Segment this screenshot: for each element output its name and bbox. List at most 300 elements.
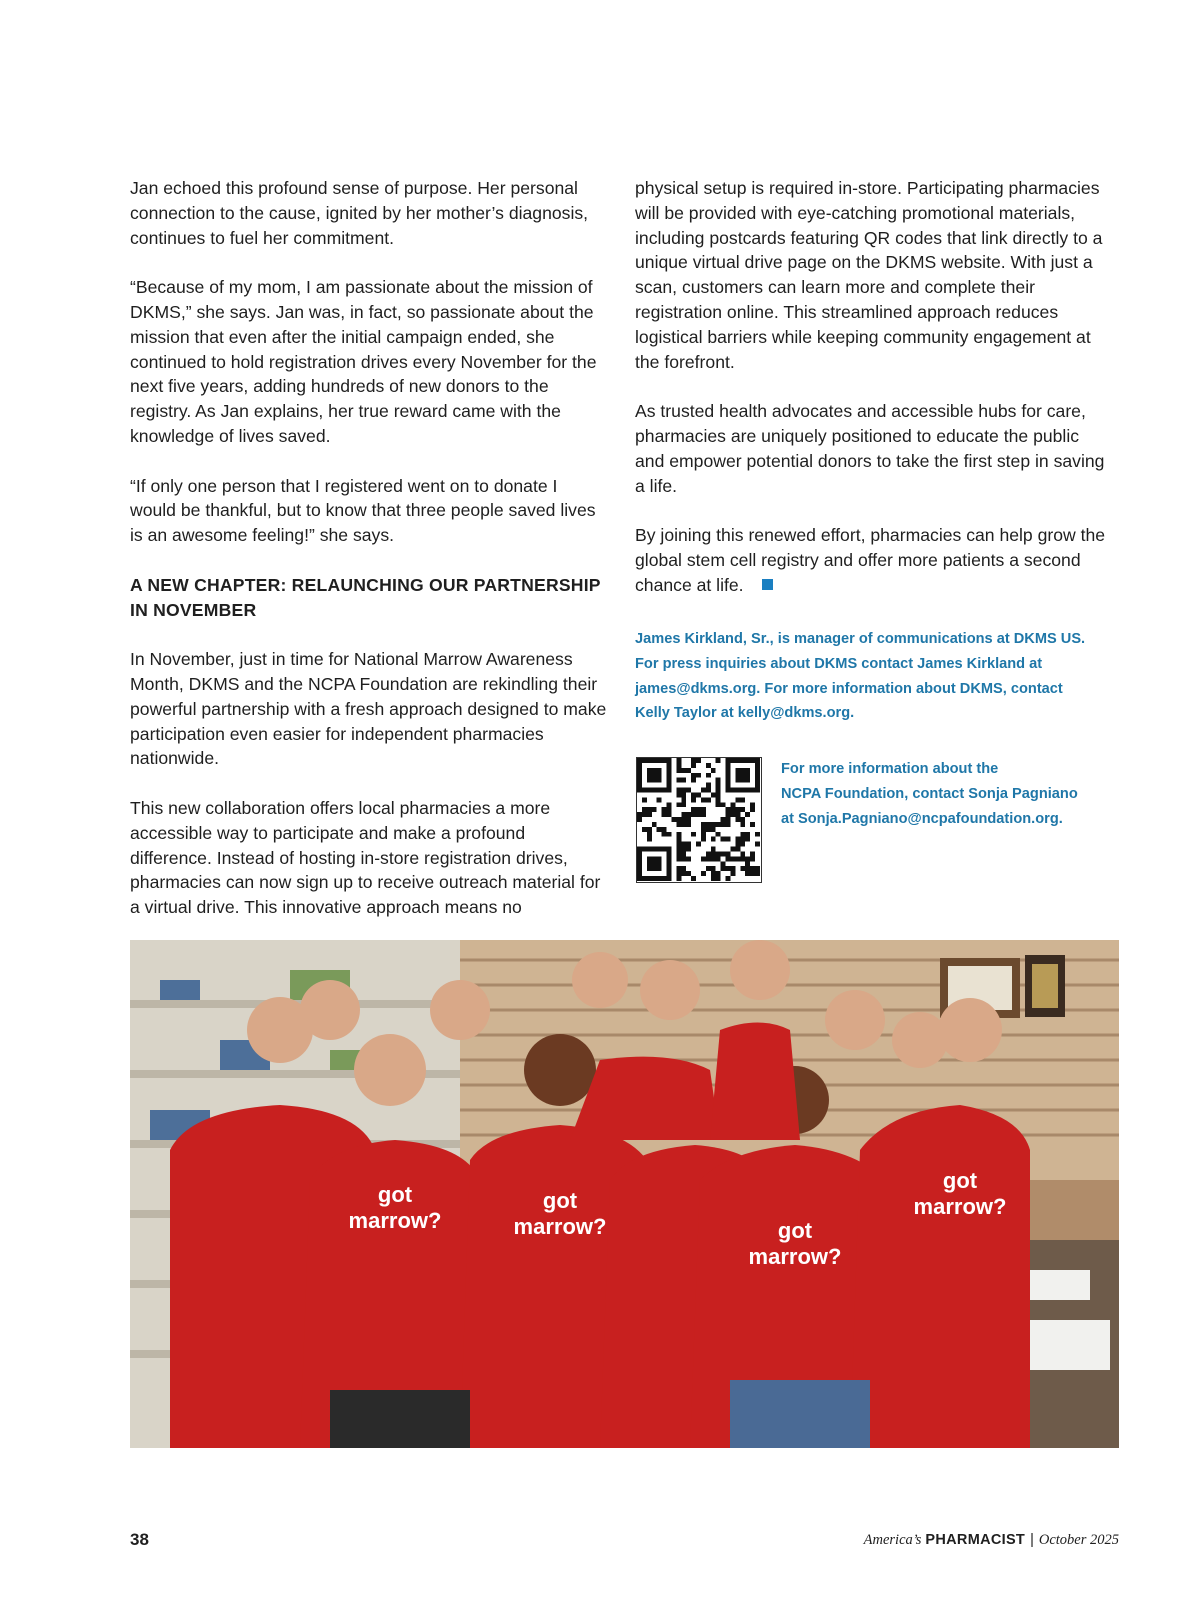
qr-module xyxy=(745,861,750,866)
qr-module xyxy=(691,797,696,802)
shirt-text-got-3: got xyxy=(777,1218,813,1243)
qr-module xyxy=(721,851,726,856)
qr-module xyxy=(667,773,672,778)
qr-module xyxy=(726,876,731,881)
section-heading: A NEW CHAPTER: RELAUNCHING OUR PARTNERSHIP IN NOVEMBER xyxy=(130,574,601,620)
qr-module xyxy=(647,856,652,861)
qr-module xyxy=(647,807,652,812)
qr-module xyxy=(740,866,745,871)
qr-module xyxy=(755,783,760,788)
qr-module xyxy=(662,876,667,881)
qr-module xyxy=(686,871,691,876)
qr-module xyxy=(647,788,652,793)
qr-module xyxy=(647,812,652,817)
qr-module xyxy=(652,856,657,861)
qr-module xyxy=(726,812,731,817)
qr-module xyxy=(657,856,662,861)
qr-module xyxy=(711,792,716,797)
qr-module xyxy=(740,773,745,778)
qr-module xyxy=(691,876,696,881)
qr-module xyxy=(676,842,681,847)
qr-module xyxy=(696,792,701,797)
qr-module xyxy=(726,866,731,871)
qr-module xyxy=(745,871,750,876)
qr-module xyxy=(721,817,726,822)
qr-module xyxy=(740,856,745,861)
bio-line-4: Kelly Taylor at kelly@dkms.org. xyxy=(635,705,855,722)
qr-module xyxy=(637,812,642,817)
qr-module xyxy=(701,788,706,793)
qr-module xyxy=(716,792,721,797)
qr-module xyxy=(750,822,755,827)
qr-module xyxy=(647,758,652,763)
qr-module xyxy=(750,866,755,871)
qr-module xyxy=(637,876,642,881)
qr-module xyxy=(755,768,760,773)
qr-module xyxy=(667,856,672,861)
qr-module xyxy=(662,807,667,812)
qr-module xyxy=(726,768,731,773)
qr-module xyxy=(706,827,711,832)
qr-module xyxy=(676,866,681,871)
qr-module xyxy=(740,851,745,856)
paragraph-jan-thankful: “If only one person that I registered went on to donate I would be thankful, but to know that three people saved lives is an awesome feeling!” she says. xyxy=(130,475,596,546)
qr-module xyxy=(667,807,672,812)
shirt-text-marrow-4: marrow? xyxy=(913,1194,1007,1219)
qr-module xyxy=(696,807,701,812)
qr-code-icon[interactable] xyxy=(636,757,762,883)
qr-module xyxy=(676,847,681,852)
bio-line-3: james@dkms.org. For more information about DKMS, contact xyxy=(635,680,1063,697)
qr-module xyxy=(721,861,726,866)
paragraph-collaboration: This new collaboration offers local pharmacies a more accessible way to participate and make a profound difference. Instead of hosting in-store registration drives, pharmacies can now sign up to receive outreach material for a virtual drive. This innovative approach means no xyxy=(130,797,601,918)
qr-module xyxy=(740,807,745,812)
qr-module xyxy=(647,773,652,778)
qr-module xyxy=(657,758,662,763)
author-bio xyxy=(635,627,1125,726)
qr-module xyxy=(637,773,642,778)
qr-module xyxy=(730,812,735,817)
group-photo xyxy=(130,940,1119,1448)
paragraph-physical-setup: physical setup is required in-store. Participating pharmacies will be provided with eye-catching promotional materials, including postcards featuring QR codes that link directly to a unique virtual drive page on the DKMS website. With just a scan, customers can learn more and complete their registration online. This streamlined approach reduces logistical barriers while keeping community engagement at the forefront. xyxy=(635,178,1103,372)
qr-module xyxy=(726,807,731,812)
qr-module xyxy=(750,871,755,876)
shirt-text-marrow-3: marrow? xyxy=(748,1244,842,1269)
qr-module xyxy=(711,768,716,773)
qr-code-graphic xyxy=(637,758,760,881)
qr-module xyxy=(686,847,691,852)
qr-module xyxy=(745,812,750,817)
qr-module xyxy=(691,832,696,837)
qr-module xyxy=(706,856,711,861)
qr-module xyxy=(726,773,731,778)
qr-module xyxy=(657,788,662,793)
qr-module xyxy=(726,763,731,768)
qr-module xyxy=(681,768,686,773)
qr-module xyxy=(716,778,721,783)
qr-module xyxy=(721,802,726,807)
issue-date: October 2025 xyxy=(1038,1532,1119,1548)
qr-module xyxy=(652,778,657,783)
qr-module xyxy=(716,783,721,788)
qr-module xyxy=(667,758,672,763)
qr-module xyxy=(755,763,760,768)
qr-module xyxy=(676,778,681,783)
qr-module xyxy=(755,778,760,783)
qr-module xyxy=(667,851,672,856)
qr-module xyxy=(711,876,716,881)
pharmacy-staff-photo-illustration xyxy=(130,940,1119,1448)
qr-module xyxy=(657,876,662,881)
qr-module xyxy=(726,788,731,793)
shirt-text-marrow-1: marrow? xyxy=(348,1208,442,1233)
qr-module xyxy=(711,856,716,861)
qr-module xyxy=(726,758,731,763)
qr-module xyxy=(691,763,696,768)
qr-module xyxy=(676,871,681,876)
qr-module xyxy=(696,842,701,847)
qr-module xyxy=(647,768,652,773)
qr-module xyxy=(686,842,691,847)
qr-module xyxy=(667,763,672,768)
qr-module xyxy=(745,758,750,763)
qr-module xyxy=(652,788,657,793)
qr-module xyxy=(642,812,647,817)
qr-module xyxy=(662,788,667,793)
qr-module xyxy=(755,832,760,837)
qr-module xyxy=(750,851,755,856)
qr-module xyxy=(647,827,652,832)
end-of-article-square-icon xyxy=(762,579,773,590)
qr-module xyxy=(686,812,691,817)
qr-module xyxy=(740,758,745,763)
qr-module xyxy=(740,832,745,837)
paragraph-health-advocates: As trusted health advocates and accessible hubs for care, pharmacies are uniquely positioned to educate the public and empower potential donors to take the first step in saving a life. xyxy=(635,401,1105,496)
qr-module xyxy=(637,778,642,783)
article-left-column xyxy=(130,176,608,920)
qr-module xyxy=(755,866,760,871)
qr-module xyxy=(716,876,721,881)
qr-module xyxy=(735,842,740,847)
qr-module xyxy=(721,837,726,842)
qr-module xyxy=(716,871,721,876)
qr-module xyxy=(686,822,691,827)
qr-module xyxy=(726,817,731,822)
qr-module xyxy=(706,773,711,778)
qr-module xyxy=(667,802,672,807)
qr-module xyxy=(662,847,667,852)
article-right-column xyxy=(635,176,1113,598)
qr-module xyxy=(711,851,716,856)
qr-module xyxy=(676,856,681,861)
qr-module xyxy=(676,763,681,768)
qr-module xyxy=(755,842,760,847)
qr-module xyxy=(667,876,672,881)
qr-module xyxy=(637,871,642,876)
qr-module xyxy=(667,788,672,793)
qr-module xyxy=(735,768,740,773)
qr-module xyxy=(681,812,686,817)
publication-prefix: America’s xyxy=(863,1532,922,1548)
qr-module xyxy=(676,851,681,856)
qr-module xyxy=(691,758,696,763)
qr-module xyxy=(681,851,686,856)
qr-module xyxy=(750,856,755,861)
qr-module xyxy=(676,788,681,793)
qr-module xyxy=(701,837,706,842)
qr-module xyxy=(681,802,686,807)
qr-module xyxy=(686,817,691,822)
qr-module xyxy=(637,861,642,866)
bio-line-1: James Kirkland, Sr., is manager of communications at DKMS US. xyxy=(635,631,1086,647)
publication-name: PHARMACIST xyxy=(925,1532,1026,1548)
qr-module xyxy=(642,807,647,812)
qr-module xyxy=(730,788,735,793)
qr-module xyxy=(735,778,740,783)
qr-module xyxy=(696,773,701,778)
qr-module xyxy=(696,758,701,763)
qr-module xyxy=(740,837,745,842)
qr-module xyxy=(711,871,716,876)
ncpa-line-3: at Sonja.Pagniano@ncpafoundation.org. xyxy=(781,810,1063,827)
shirt-text-got-4: got xyxy=(942,1168,978,1193)
qr-module xyxy=(662,832,667,837)
qr-module xyxy=(667,871,672,876)
qr-module xyxy=(726,822,731,827)
qr-module xyxy=(647,847,652,852)
qr-module xyxy=(706,866,711,871)
qr-module xyxy=(726,856,731,861)
qr-module xyxy=(676,758,681,763)
qr-module xyxy=(740,788,745,793)
qr-module xyxy=(642,788,647,793)
qr-module xyxy=(711,827,716,832)
paragraph-november: In November, just in time for National Marrow Awareness Month, DKMS and the NCPA Foundation are rekindling their powerful partnership with a fresh approach designed to make participation even easier for independent pharmacies nationwide. xyxy=(130,649,607,769)
qr-module xyxy=(676,876,681,881)
qr-module xyxy=(691,807,696,812)
qr-module xyxy=(647,778,652,783)
qr-module xyxy=(750,758,755,763)
qr-module xyxy=(711,837,716,842)
qr-module xyxy=(755,773,760,778)
qr-module xyxy=(701,856,706,861)
qr-module xyxy=(681,778,686,783)
qr-module xyxy=(667,812,672,817)
qr-module xyxy=(735,807,740,812)
qr-module xyxy=(642,797,647,802)
qr-module xyxy=(701,797,706,802)
qr-module xyxy=(701,832,706,837)
qr-module xyxy=(652,861,657,866)
qr-module xyxy=(681,866,686,871)
qr-module xyxy=(681,797,686,802)
qr-module xyxy=(652,773,657,778)
qr-module xyxy=(657,866,662,871)
qr-module xyxy=(642,847,647,852)
qr-module xyxy=(730,866,735,871)
qr-module xyxy=(701,822,706,827)
qr-module xyxy=(701,871,706,876)
qr-module xyxy=(755,871,760,876)
shirt-text-got-1: got xyxy=(377,1182,413,1207)
qr-module xyxy=(657,778,662,783)
qr-module xyxy=(642,827,647,832)
qr-module xyxy=(637,817,642,822)
ncpa-line-2: NCPA Foundation, contact Sonja Pagniano xyxy=(781,785,1078,802)
qr-module xyxy=(652,822,657,827)
qr-module xyxy=(676,837,681,842)
qr-module xyxy=(657,773,662,778)
qr-module xyxy=(735,797,740,802)
qr-module xyxy=(721,822,726,827)
qr-module xyxy=(701,827,706,832)
qr-module xyxy=(667,768,672,773)
publication-footer xyxy=(864,1532,1119,1549)
qr-module xyxy=(735,856,740,861)
qr-module xyxy=(726,837,731,842)
qr-module xyxy=(686,788,691,793)
qr-module xyxy=(681,847,686,852)
qr-module xyxy=(740,817,745,822)
qr-module xyxy=(706,851,711,856)
qr-module xyxy=(730,758,735,763)
qr-module xyxy=(647,861,652,866)
qr-module xyxy=(740,778,745,783)
qr-module xyxy=(716,788,721,793)
qr-module xyxy=(735,773,740,778)
qr-module xyxy=(637,847,642,852)
qr-module xyxy=(637,768,642,773)
qr-module xyxy=(681,822,686,827)
qr-module xyxy=(706,822,711,827)
qr-module xyxy=(706,783,711,788)
qr-module xyxy=(662,827,667,832)
qr-module xyxy=(755,788,760,793)
ncpa-line-1: For more information about the xyxy=(781,761,999,777)
qr-module xyxy=(716,856,721,861)
qr-module xyxy=(711,822,716,827)
qr-module xyxy=(750,807,755,812)
qr-module xyxy=(730,807,735,812)
qr-module xyxy=(691,792,696,797)
qr-module xyxy=(686,768,691,773)
paragraph-renewed-effort xyxy=(635,523,1113,597)
qr-module xyxy=(696,812,701,817)
qr-module xyxy=(681,792,686,797)
qr-module xyxy=(745,837,750,842)
qr-module xyxy=(726,778,731,783)
paragraph-jan-purpose: Jan echoed this profound sense of purpose. Her personal connection to the cause, ignited by her mother’s diagnosis, continues to fuel her commitment. xyxy=(130,178,589,248)
qr-module xyxy=(711,866,716,871)
qr-module xyxy=(676,768,681,773)
qr-module xyxy=(716,758,721,763)
qr-module xyxy=(681,788,686,793)
qr-module xyxy=(735,847,740,852)
qr-module xyxy=(667,832,672,837)
qr-module xyxy=(681,817,686,822)
qr-module xyxy=(681,842,686,847)
qr-module xyxy=(730,856,735,861)
qr-module xyxy=(745,778,750,783)
qr-module xyxy=(745,773,750,778)
qr-module xyxy=(657,847,662,852)
qr-module xyxy=(662,758,667,763)
qr-module xyxy=(745,856,750,861)
shirt-text-marrow-2: marrow? xyxy=(513,1214,607,1239)
qr-module xyxy=(637,856,642,861)
qr-module xyxy=(647,837,652,842)
qr-module xyxy=(706,763,711,768)
qr-module xyxy=(676,822,681,827)
qr-module xyxy=(735,817,740,822)
qr-module xyxy=(657,861,662,866)
qr-module xyxy=(735,837,740,842)
qr-module xyxy=(755,758,760,763)
ncpa-contact xyxy=(781,757,1121,831)
qr-module xyxy=(716,797,721,802)
qr-module xyxy=(676,817,681,822)
qr-module xyxy=(652,758,657,763)
qr-module xyxy=(667,847,672,852)
qr-module xyxy=(691,778,696,783)
closing-text: By joining this renewed effort, pharmacies can help grow the global stem cell registry and offer more patients a second chance at life. xyxy=(635,525,1106,595)
qr-module xyxy=(647,832,652,837)
qr-module xyxy=(657,768,662,773)
paragraph-jan-quote: “Because of my mom, I am passionate about the mission of DKMS,” she says. Jan was, in fact, so passionate about the mission that even after the initial campaign ended, she continued to hold registration drives every November for the next five years, adding hundreds of new donors to the registry. As Jan explains, her true reward came with the knowledge of lives saved. xyxy=(130,277,597,446)
qr-module xyxy=(730,847,735,852)
qr-module xyxy=(686,856,691,861)
qr-module xyxy=(716,832,721,837)
qr-module xyxy=(637,788,642,793)
qr-module xyxy=(750,788,755,793)
qr-module xyxy=(701,812,706,817)
qr-module xyxy=(750,802,755,807)
qr-module xyxy=(691,773,696,778)
qr-module xyxy=(647,876,652,881)
qr-module xyxy=(701,807,706,812)
qr-module xyxy=(642,758,647,763)
qr-module xyxy=(676,832,681,837)
qr-module xyxy=(730,871,735,876)
qr-module xyxy=(637,866,642,871)
qr-module xyxy=(740,768,745,773)
qr-module xyxy=(745,866,750,871)
qr-module xyxy=(745,832,750,837)
qr-module xyxy=(745,768,750,773)
qr-module xyxy=(671,817,676,822)
bio-line-2: For press inquiries about DKMS contact James Kirkland at xyxy=(635,655,1043,672)
qr-module xyxy=(726,851,731,856)
qr-module xyxy=(667,783,672,788)
qr-module xyxy=(647,866,652,871)
qr-module xyxy=(681,871,686,876)
qr-module xyxy=(721,866,726,871)
qr-module xyxy=(676,792,681,797)
qr-module xyxy=(716,802,721,807)
qr-module xyxy=(735,758,740,763)
qr-module xyxy=(691,812,696,817)
page-number: 38 xyxy=(130,1530,149,1549)
qr-module xyxy=(642,876,647,881)
qr-module xyxy=(716,822,721,827)
qr-module xyxy=(681,856,686,861)
qr-module xyxy=(667,866,672,871)
qr-module xyxy=(730,802,735,807)
qr-module xyxy=(676,802,681,807)
qr-module xyxy=(667,778,672,783)
qr-module xyxy=(657,797,662,802)
qr-module xyxy=(637,758,642,763)
